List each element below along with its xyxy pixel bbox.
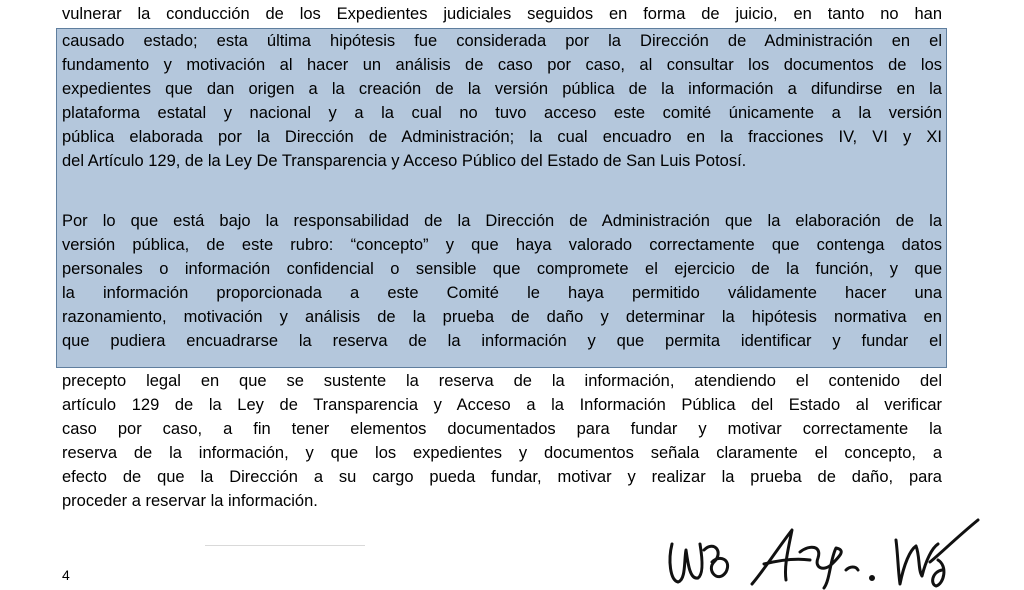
text-line: pública elaborada por la Dirección de Administración; la cual encuadro en la fracciones IV, VI y XI: [62, 128, 942, 146]
text-line: artículo 129 de la Ley de Transparencia y Acceso a la Información Pública del Estado al verificar: [62, 396, 942, 414]
text-line: vulnerar la conducción de los Expedientes judiciales seguidos en forma de juicio, en tanto no han: [62, 5, 942, 23]
text-line: precepto legal en que se sustente la reserva de la información, atendiendo el contenido del: [62, 372, 942, 390]
text-line: del Artículo 129, de la Ley De Transparencia y Acceso Público del Estado de San Luis Potosí.: [62, 152, 747, 170]
faint-divider: [205, 545, 365, 546]
text-line: expedientes que dan origen a la creación de la versión pública de la información a difundirse en la: [62, 80, 942, 98]
text-line: razonamiento, motivación y análisis de la prueba de daño y determinar la hipótesis normativa en: [62, 308, 942, 326]
text-line: plataforma estatal y nacional y a la cual no tuvo acceso este comité únicamente a la versión: [62, 104, 942, 122]
text-line: fundamento y motivación al hacer un análisis de caso por caso, al consultar los documentos de los: [62, 56, 942, 74]
text-line: la información proporcionada a este Comité le haya permitido válidamente hacer una: [62, 284, 942, 302]
handwritten-signatures-icon: [660, 500, 990, 590]
text-line: Por lo que está bajo la responsabilidad de la Dirección de Administración que la elaboración de la: [62, 212, 942, 230]
text-line: proceder a reservar la información.: [62, 492, 318, 510]
text-line: versión pública, de este rubro: “concepto” y que haya valorado correctamente que contenga datos: [62, 236, 942, 254]
text-line: caso por caso, a fin tener elementos documentados para fundar y motivar correctamente la: [62, 420, 942, 438]
page-number: 4: [62, 567, 70, 583]
text-line: personales o información confidencial o sensible que compromete el ejercicio de la función, y que: [62, 260, 942, 278]
text-line: reserva de la información, y que los expedientes y documentos señala claramente el concepto, a: [62, 444, 942, 462]
text-line: causado estado; esta última hipótesis fue considerada por la Dirección de Administración en el: [62, 32, 942, 50]
text-line: que pudiera encuadrarse la reserva de la información y que permita identificar y fundar el: [62, 332, 942, 350]
text-line: efecto de que la Dirección a su cargo pueda fundar, motivar y realizar la prueba de daño, para: [62, 468, 942, 486]
